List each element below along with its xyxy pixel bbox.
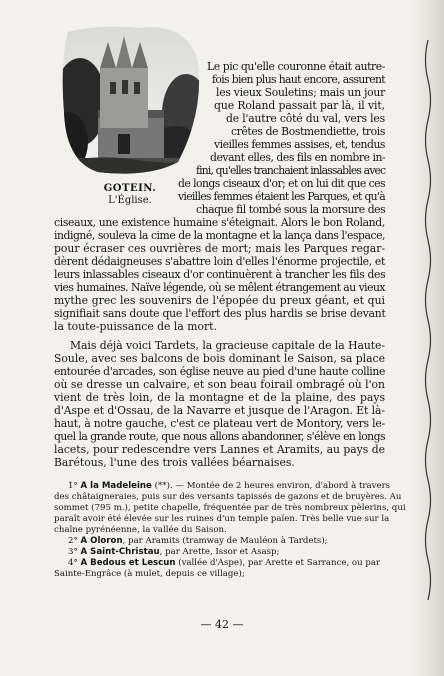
body-line: fini, qu'elles tranchaient inlassables avec: [196, 164, 386, 177]
body-line: où se dresse un calvaire, et son beau foirail ombragé où l'on: [54, 378, 385, 391]
body-line: vieilles femmes assises, et, tendus: [214, 138, 385, 151]
footnote-text: , par Arette, Issor et Asasp;: [159, 547, 280, 557]
footnote-text: (**). — Montée de 2 heures environ, d'abord à travers: [151, 481, 391, 491]
body-line: d'Aspe et d'Ossau, de la Navarre et jusque de l'Aragon. Et là-: [54, 404, 385, 417]
footnote-number: 2°: [68, 536, 78, 546]
footnote-number: 4°: [68, 558, 78, 568]
footnote-item: [68, 558, 380, 569]
figure-caption: [80, 183, 180, 207]
footnote-destination: A Saint-Christau: [80, 547, 160, 557]
body-line: quel la grande route, que nous allons abandonner, s'élève en longs: [54, 430, 385, 443]
footnote-number: 3°: [68, 547, 78, 557]
footnote-line: sommet (795 m.), petite chapelle, fréquentée par de très nombreux pèlerins, qui: [54, 503, 406, 513]
body-line: vieilles femmes étaient les Parques, et qu'à: [178, 190, 385, 203]
body-line: vient de très loin, de la montagne et de la plaine, des pays: [54, 391, 385, 404]
caption-place: GOTEIN.: [103, 183, 157, 194]
body-line: Soule, avec ses balcons de bois dominant le Saison, sa place: [54, 352, 385, 365]
footnote-destination: A la Madeleine: [80, 481, 152, 491]
body-line: Barétous, l'une des trois vallées béarnaises.: [54, 456, 295, 469]
footnote-item: [68, 547, 279, 558]
footnote-item: [68, 536, 328, 547]
body-line: lacets, pour redescendre vers Lannes et Aramits, au pays de: [54, 443, 385, 456]
body-line: que Roland passait par là, il vit,: [214, 99, 385, 112]
footnote-number: 1°: [68, 481, 78, 491]
body-line: entourée d'arcades, son église neuve au pied d'une haute colline: [54, 365, 385, 378]
body-line: crêtes de Bostmendiette, trois: [231, 125, 385, 138]
body-line: mythe grec les souvenirs de l'épopée du preux géant, et qui: [54, 294, 385, 307]
footnote-text: (vallée d'Aspe), par Arette et Sarrance, ou par: [175, 558, 381, 568]
footnote-text: , par Aramits (tramway de Mauléon à Tardets);: [122, 536, 328, 546]
body-line: de longs ciseaux d'or; et on lui dit que ces: [178, 177, 385, 190]
footnote-line: paraît avoir été élevée sur les ruines d'un temple païen. Très belle vue sur la: [54, 514, 390, 524]
body-line: indigné, souleva la cime de la montagne et la lança dans l'espace,: [54, 229, 385, 242]
body-line: Le pic qu'elle couronne était autre-: [207, 60, 385, 73]
footnote-line: des châtaigneraies, puis sur des versants tapissés de gazons et de bruyères. Au: [54, 492, 402, 502]
footnote-line: Sainte-Engrâce (à mulet, depuis ce village);: [54, 569, 245, 579]
body-line: fois bien plus haut encore, assurent: [212, 73, 385, 86]
body-line: signifiait sans doute que l'effort des plus hardis se brise devant: [54, 307, 386, 320]
caption-subtitle: L'Église.: [108, 195, 152, 206]
footnote-destination: A Bedous et Lescun: [80, 558, 176, 568]
church-illustration: [58, 22, 204, 178]
body-line: ciseaux, une existence humaine s'éteignait. Alors le bon Roland,: [54, 216, 385, 229]
body-line: chaque fil tombé sous la morsure des: [196, 203, 386, 216]
body-line: leurs inlassables ciseaux d'or continuèrent à trancher les fils des: [54, 268, 386, 281]
body-line: la toute-puissance de la mort.: [54, 320, 217, 333]
footnote-destination: A Oloron: [80, 536, 123, 546]
body-line: de l'autre côté du val, vers les: [226, 112, 385, 125]
body-line: devant elles, des fils en nombre in-: [210, 151, 386, 164]
body-line: les vieux Souletins; mais un jour: [216, 86, 385, 99]
body-line: pour écraser ces ouvrières de mort; mais les Parques regar-: [54, 242, 385, 255]
body-line: haut, à notre gauche, c'est ce plateau vert de Montory, vers le-: [54, 417, 385, 430]
footnote-item: [68, 481, 390, 492]
body-line: Mais déjà voici Tardets, la gracieuse capitale de la Haute-: [70, 339, 385, 352]
page-number: — 42 —: [200, 618, 244, 631]
page-edge-curl: [422, 40, 434, 600]
body-line: dèrent dédaigneuses s'abattre loin d'elles l'énorme projectile, et: [54, 255, 385, 268]
body-line: vies humaines. Naïve légende, où se mêlent étrangement au vieux: [54, 281, 385, 294]
footnote-line: chaîne pyrénéenne, la vallée du Saison.: [54, 525, 227, 535]
